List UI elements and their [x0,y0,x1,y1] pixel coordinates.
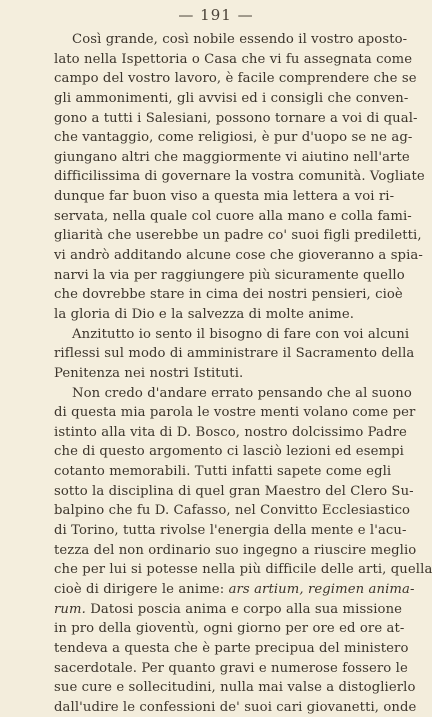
text-line [54,305,390,325]
line-text: di Torino, tutta rivolse l'energia della mente e l'acu- [54,523,407,539]
line-text: dunque far buon viso a questa mia lettera a voi ri- [54,189,395,205]
text-line [54,442,404,462]
line-text: dall'udire le confessioni de' suoi cari giovanetti, onde [54,699,417,715]
text-line [54,148,410,168]
text-line [54,501,411,521]
line-text: cioè di dirigere le anime: [54,581,229,597]
text-line [54,541,417,561]
text-line [54,678,416,698]
text-line [54,285,403,305]
text-line [54,580,415,600]
text-line [54,325,410,345]
text-line [54,659,408,679]
line-text: in pro della gioventù, ogni giorno per ore ed ore at- [54,621,405,637]
line-text: gli ammonimenti, gli avvisi ed i consigli che conven- [54,90,409,106]
line-text: Non credo d'andare errato pensando che al suono [72,385,412,401]
text-line [54,364,390,384]
text-line [54,167,425,187]
line-text: balpino che fu D. Cafasso, nel Convitto Ecclesiastico [54,503,411,519]
line-text: tendeva a questa che è parte precipua del ministero [54,640,409,656]
line-text: che per lui si potesse nella più difficile delle arti, quella [54,562,432,578]
text-line [54,246,423,266]
text-line [54,482,414,502]
line-text: che di questo argomento ci lasciò lezioni ed esempi [54,444,404,460]
line-text: cotanto memorabili. Tutti infatti sapete come egli [54,464,392,480]
text-line [54,600,403,620]
line-text: campo del vostro lavoro, è facile comprendere che se [54,71,417,87]
text-line [54,226,422,246]
line-text: la gloria di Dio e la salvezza di molte anime. [54,306,355,322]
text-line [54,344,415,364]
line-text: gliarità che userebbe un padre co' suoi figli prediletti, [54,228,422,244]
text-line [54,266,405,286]
text-line [54,384,412,404]
line-text: Così grande, così nobile essendo il vostro aposto- [72,32,408,47]
line-text: lato nella Ispettoria o Casa che vi fu assegnata come [54,51,413,67]
text-line [54,50,413,70]
line-text: giungano altri che maggiormente vi aiutino nell'arte [54,149,410,165]
text-line [54,560,432,580]
line-text: istinto alla vita di D. Bosco, nostro dolcissimo Padre [54,424,407,440]
text-line [54,698,417,717]
line-text: Anzitutto io sento il bisogno di fare con voi alcuni [72,326,410,342]
line-text: gono a tutti i Salesiani, possono tornare a voi di qual- [54,110,418,126]
text-line [54,128,413,148]
line-text: che vantaggio, come religiosi, è pur d'uopo se ne ag- [54,130,413,146]
line-text: vi andrò additando alcune cose che gioveranno a spia- [54,248,423,264]
line-text: Penitenza nei nostri Istituti. [54,365,244,381]
text-line [54,30,408,50]
italic-text: rum. [54,601,86,617]
text-line [54,109,418,129]
page-number: — 191 — [178,6,254,24]
body-text [54,30,432,717]
line-text: servata, nella quale col cuore alla mano e colla fami- [54,208,412,224]
text-line [54,619,405,639]
text-line [54,403,416,423]
text-line [54,462,390,482]
line-text: difficilissima di governare la vostra comunità. Vogliate [54,169,425,185]
text-line [54,207,412,227]
text-line [54,423,407,443]
line-text: sue cure e sollecitudini, nulla mai valse a distoglierlo [54,680,416,696]
text-line [54,639,409,659]
text-line [54,187,395,207]
text-line [54,89,409,109]
text-line [54,69,417,89]
line-text: narvi la via per raggiungere più sicuramente quello [54,267,405,283]
text-line [54,521,407,541]
line-text: sacerdotale. Per quanto gravi e numerose fossero le [54,660,408,676]
line-text: che dovrebbe stare in cima dei nostri pensieri, cioè [54,287,403,303]
line-text: riflessi sul modo di amministrare il Sacramento della [54,346,415,362]
line-text: di questa mia parola le vostre menti volano come per [54,405,416,421]
line-text: Datosi poscia anima e corpo alla sua missione [85,601,403,617]
line-text: tezza del non ordinario suo ingegno a riuscire meglio [54,542,417,558]
line-text: sotto la disciplina di quel gran Maestro del Clero Su- [54,483,414,499]
italic-text: ars artium, regimen anima- [228,581,415,597]
